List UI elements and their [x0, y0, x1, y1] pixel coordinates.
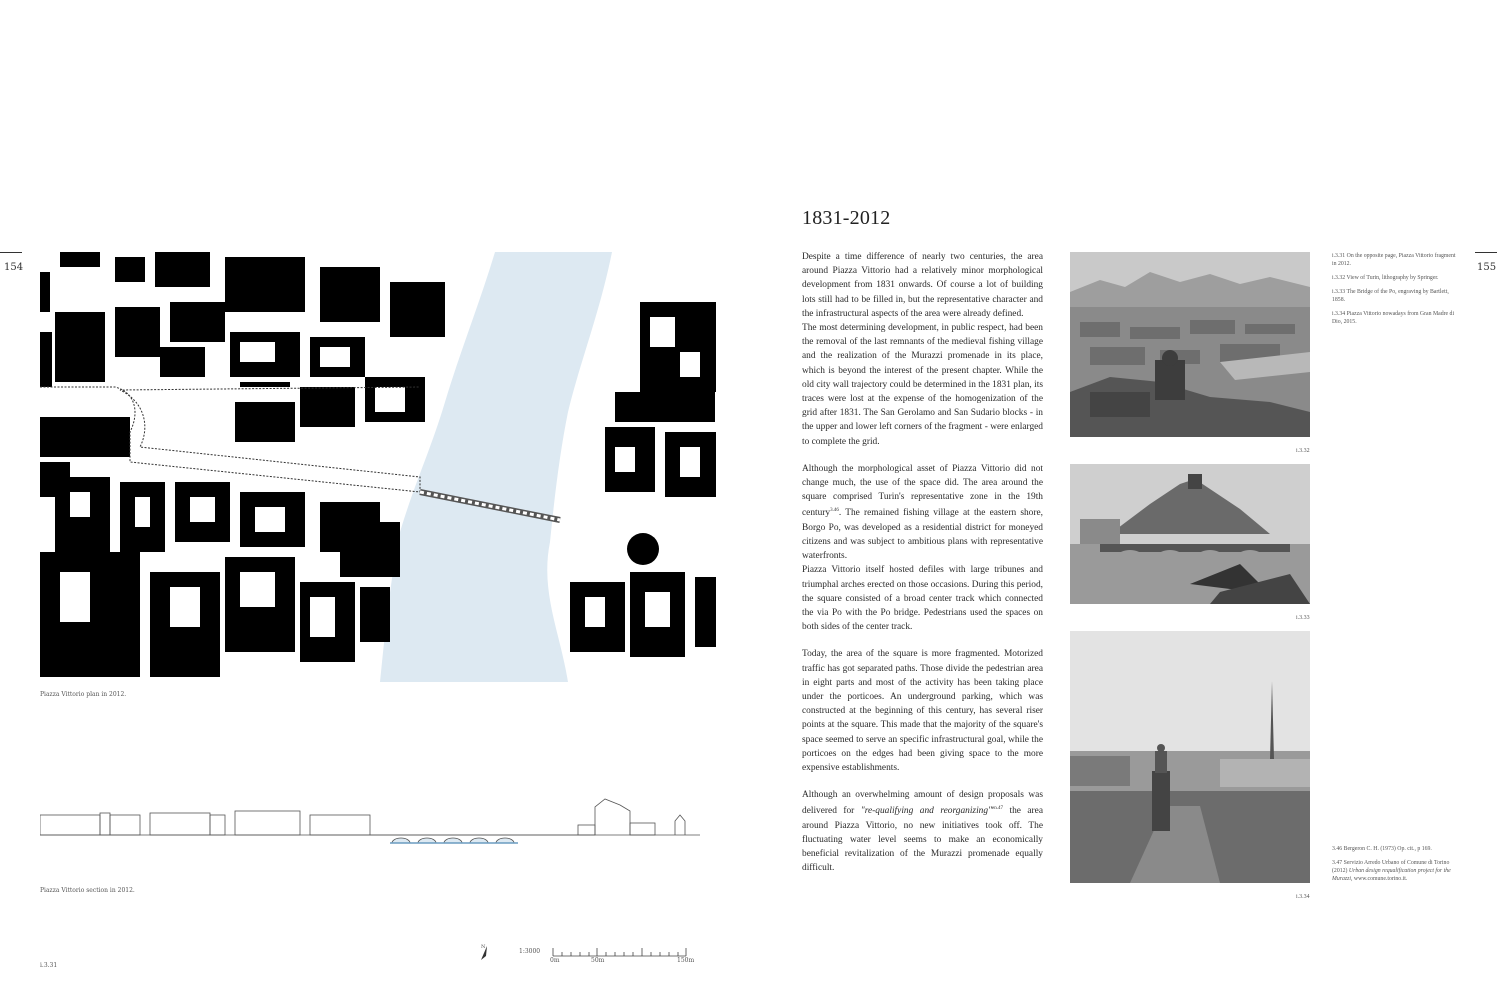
footnote-347-end: , www.comune.torino.it.	[1351, 876, 1408, 882]
scale-tick-0m: 0m	[550, 957, 560, 964]
engraving-bridge-of-the-po	[1070, 464, 1310, 604]
paragraph-6-end: the area around Piazza Vittorio, no new initiatives took off. The fluctuating water level seems to make an economically beneficial revitalization of the Murazzi promenade equally difficult.	[802, 806, 1043, 874]
paragraph-1: Despite a time difference of nearly two centuries, the area around Piazza Vittorio had a relatively minor morphological development from 1831 onwards. Of course a lot of building lots still had to be filled in, but the representative character and the infrastructural aspects of the area were already defined.	[802, 252, 1043, 319]
figure-id-i332: i.3.32	[1296, 448, 1310, 454]
footnote-347-title: Urban design requalification project for the Murazzi	[1332, 868, 1451, 882]
paragraph-6	[802, 788, 1043, 875]
section-caption: Piazza Vittorio section in 2012.	[40, 887, 135, 894]
paragraph-4: Piazza Vittorio itself hosted defiles with large tribunes and triumphal arches erected on those occasions. During this period, the square consisted of a broad center track which connected the via Po with the Po bridge. Pedestrians used the spaces on both sides of the center track.	[802, 565, 1043, 633]
page-number-left: 154	[4, 262, 24, 273]
chapter-heading: 1831-2012	[802, 207, 891, 229]
paragraph-2: The most determining development, in public respect, had been the removal of the last remnants of the medieval fishing village and the realization of the Murazzi promenade in its place, which is beyond the interest of the present chapter. While the old city wall trajectory could be determined in the 1831 plan, its traces were lost at the expense of the homogenization of the grid after 1831. The San Gerolamo and San Sudario blocks - in the upper and lower left corners of the fragment - were enlarged to complete the grid.	[802, 323, 1043, 447]
footnote-ref-346: 3.46	[830, 508, 839, 514]
scale-bar	[552, 946, 688, 958]
page-number-right: 155	[1477, 262, 1497, 273]
footnote-ref-347: en.47	[992, 806, 1003, 812]
main-text	[802, 250, 1043, 876]
footnote-347-start: 3.47 Servizio Arredo Urbano of Comune di Torino (2012)	[1332, 860, 1450, 874]
figure-id-i334: i.3.34	[1296, 894, 1310, 900]
paragraph-3-rest: . The remained fishing village at the eastern shore, Borgo Po, was developed as a residential district for moneyed citizens and was subject to ambitious plans with representative waterfronts.	[802, 508, 1043, 562]
figure-id-i331: i.3.31	[40, 962, 58, 969]
photo-piazza-vittorio-nowadays	[1070, 631, 1310, 883]
side-note-i333: i.3.33 The Bridge of the Po, engraving by Bartlett, 1858.	[1332, 289, 1449, 303]
paragraph-5: Today, the area of the square is more fragmented. Motorized traffic has got separated paths. Those divide the pedestrian area in eight parts and most of the activity has been taking place under the porticoes. An underground parking, which was constructed at the beginning of this century, has several riser points at the square. This made that the majority of the square's space seemed to serve an specific infrastructural goal, while the porticoes on the edges had been giving space to the more expensive establishments.	[802, 649, 1043, 774]
footnote-347	[1332, 859, 1457, 883]
lithograph-view-of-turin	[1070, 252, 1310, 437]
side-note-i331: i.3.31 On the opposite page, Piazza Vittorio fragment in 2012.	[1332, 253, 1456, 267]
scale-tick-150m: 150m	[677, 957, 695, 964]
side-note-i332: i.3.32 View of Turin, lithography by Springer.	[1332, 275, 1439, 281]
figure-id-i333: i.3.33	[1296, 615, 1310, 621]
paragraph-3	[802, 462, 1043, 564]
scale-ratio: 1:3000	[519, 948, 541, 955]
page-rule-right	[1475, 252, 1497, 253]
paragraph-3-text: Although the morphological asset of Piazza Vittorio did not change much, the use of the space did. The area around the square comprised Turin's representative zone in the 19th century	[802, 463, 1043, 519]
piazza-vittorio-plan	[40, 252, 716, 682]
paragraph-6-start: Although an overwhelming amount of design proposals was delivered for	[802, 790, 1043, 817]
side-note-i334: i.3.34 Piazza Vittorio nowadays from Gran Madre di Dio, 2015.	[1332, 311, 1455, 325]
piazza-vittorio-section	[40, 795, 700, 860]
side-notes	[1332, 252, 1457, 332]
footnotes	[1332, 845, 1457, 889]
plan-caption: Piazza Vittorio plan in 2012.	[40, 691, 127, 698]
paragraph-6-quote: "re-qualifying and reorganizing"	[860, 806, 992, 817]
page-rule-left	[0, 252, 22, 253]
scale-tick-50m: 50m	[591, 957, 605, 964]
north-label: N	[481, 944, 486, 950]
footnote-346: 3.46 Bergeron C. H. (1973) Op. cit., p 169.	[1332, 846, 1432, 852]
